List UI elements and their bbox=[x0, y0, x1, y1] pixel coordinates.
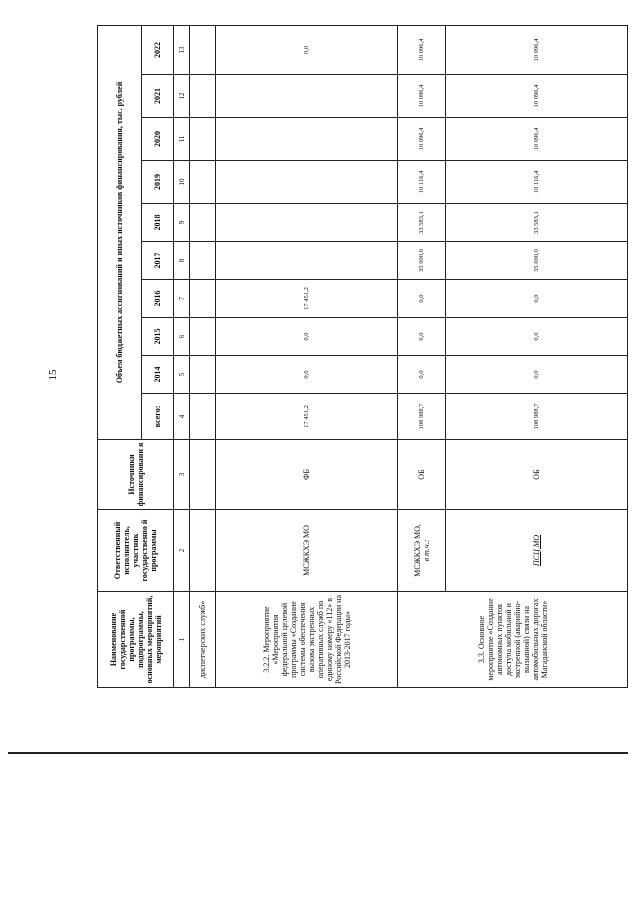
row-value bbox=[190, 318, 216, 356]
table-row bbox=[446, 25, 628, 687]
horizontal-rule bbox=[8, 752, 628, 754]
row-value: 0,0 bbox=[216, 25, 398, 74]
row-value: 17 451,2 bbox=[216, 394, 398, 440]
header-year: 2015 bbox=[142, 318, 174, 356]
index-cell: 1 bbox=[174, 592, 190, 688]
header-budget-group: Объем бюджетных ассигнований и иных источников финансирования, тыс. рублей bbox=[98, 25, 142, 439]
row-value: 10 096,4 bbox=[446, 75, 628, 118]
budget-table-frame bbox=[97, 28, 627, 688]
header-year: 2021 bbox=[142, 75, 174, 118]
row-value bbox=[190, 356, 216, 394]
row-name: диспетчерских служб» bbox=[190, 592, 216, 688]
row-executor-note: в т.ч.: bbox=[421, 539, 431, 562]
table-row bbox=[190, 25, 216, 687]
row-value bbox=[190, 75, 216, 118]
header-executor: Ответственный исполнитель, участник государственно й программы bbox=[98, 510, 174, 592]
index-cell: 7 bbox=[174, 280, 190, 318]
row-source: ОБ bbox=[446, 440, 628, 510]
row-value bbox=[216, 161, 398, 204]
row-value: 108 988,7 bbox=[446, 394, 628, 440]
table-row bbox=[216, 25, 398, 687]
index-cell: 8 bbox=[174, 242, 190, 280]
row-value: 10 096,4 bbox=[446, 118, 628, 161]
row-value: 0,0 bbox=[216, 356, 398, 394]
row-value: 10 116,4 bbox=[398, 161, 446, 204]
row-value: 33 583,1 bbox=[446, 204, 628, 242]
header-year: 2020 bbox=[142, 118, 174, 161]
row-executor-text: МСЖКХЭ МО, bbox=[412, 524, 422, 577]
row-value bbox=[216, 118, 398, 161]
index-cell: 4 bbox=[174, 394, 190, 440]
row-name: 3.2.2. Мероприятие «Мероприятия федеральной целевой программы «Создание системы обеспечения вызова экстренных оперативных служб по единому номеру «112» в Российской Федерации на 2013-2017 годы» bbox=[216, 592, 398, 688]
row-source bbox=[190, 440, 216, 510]
row-value: 0,0 bbox=[398, 356, 446, 394]
row-value bbox=[190, 394, 216, 440]
row-value: 10 096,4 bbox=[446, 25, 628, 74]
row-value: 0,0 bbox=[398, 280, 446, 318]
row-name: 3.3. Основное мероприятие «Создание автономных пунктов доступа мобильной и экстренной (аварийно-вызывной) связи на автомобильных дорогах Магаданской области» bbox=[398, 592, 628, 688]
row-value bbox=[190, 118, 216, 161]
row-value: 10 096,4 bbox=[398, 75, 446, 118]
rotated-table-wrapper bbox=[97, 28, 627, 688]
header-year: 2019 bbox=[142, 161, 174, 204]
row-value: 0,0 bbox=[446, 280, 628, 318]
row-value: 0,0 bbox=[398, 318, 446, 356]
row-value: 0,0 bbox=[446, 356, 628, 394]
index-cell: 9 bbox=[174, 204, 190, 242]
row-value: 10 096,4 bbox=[398, 118, 446, 161]
header-year: 2022 bbox=[142, 25, 174, 74]
row-value bbox=[216, 75, 398, 118]
page-number: 15 bbox=[47, 369, 59, 381]
table-row bbox=[398, 25, 446, 687]
row-value: 10 116,4 bbox=[446, 161, 628, 204]
index-cell: 6 bbox=[174, 318, 190, 356]
row-executor bbox=[190, 510, 216, 592]
row-value bbox=[216, 204, 398, 242]
row-executor: МСЖКХЭ МО bbox=[216, 510, 398, 592]
header-name: Наименование государственной программы, подпрограммы, основных мероприятий, мероприятий bbox=[98, 592, 174, 688]
row-value: 10 096,4 bbox=[398, 25, 446, 74]
row-source: ФБ bbox=[216, 440, 398, 510]
index-cell: 5 bbox=[174, 356, 190, 394]
row-executor bbox=[398, 510, 446, 592]
header-year: 2016 bbox=[142, 280, 174, 318]
row-value: 35 000,0 bbox=[446, 242, 628, 280]
row-value: 17 451,2 bbox=[216, 280, 398, 318]
row-value bbox=[190, 280, 216, 318]
index-cell: 2 bbox=[174, 510, 190, 592]
header-source: Источники финансировани я bbox=[98, 440, 174, 510]
row-value: 0,0 bbox=[216, 318, 398, 356]
index-cell: 13 bbox=[174, 25, 190, 74]
index-cell: 12 bbox=[174, 75, 190, 118]
header-year: 2014 bbox=[142, 356, 174, 394]
row-executor: ПСЦ МО bbox=[446, 510, 628, 592]
row-value bbox=[216, 242, 398, 280]
budget-table bbox=[97, 25, 628, 688]
row-value: 108 988,7 bbox=[398, 394, 446, 440]
index-cell: 10 bbox=[174, 161, 190, 204]
index-cell: 3 bbox=[174, 440, 190, 510]
row-value bbox=[190, 25, 216, 74]
row-value bbox=[190, 161, 216, 204]
row-value: 0,0 bbox=[446, 318, 628, 356]
index-row bbox=[174, 25, 190, 687]
row-value bbox=[190, 242, 216, 280]
row-source: ОБ bbox=[398, 440, 446, 510]
header-total: всего: bbox=[142, 394, 174, 440]
index-cell: 11 bbox=[174, 118, 190, 161]
row-value: 33 583,1 bbox=[398, 204, 446, 242]
row-value: 35 000,0 bbox=[398, 242, 446, 280]
header-year: 2017 bbox=[142, 242, 174, 280]
row-value bbox=[190, 204, 216, 242]
header-year: 2018 bbox=[142, 204, 174, 242]
